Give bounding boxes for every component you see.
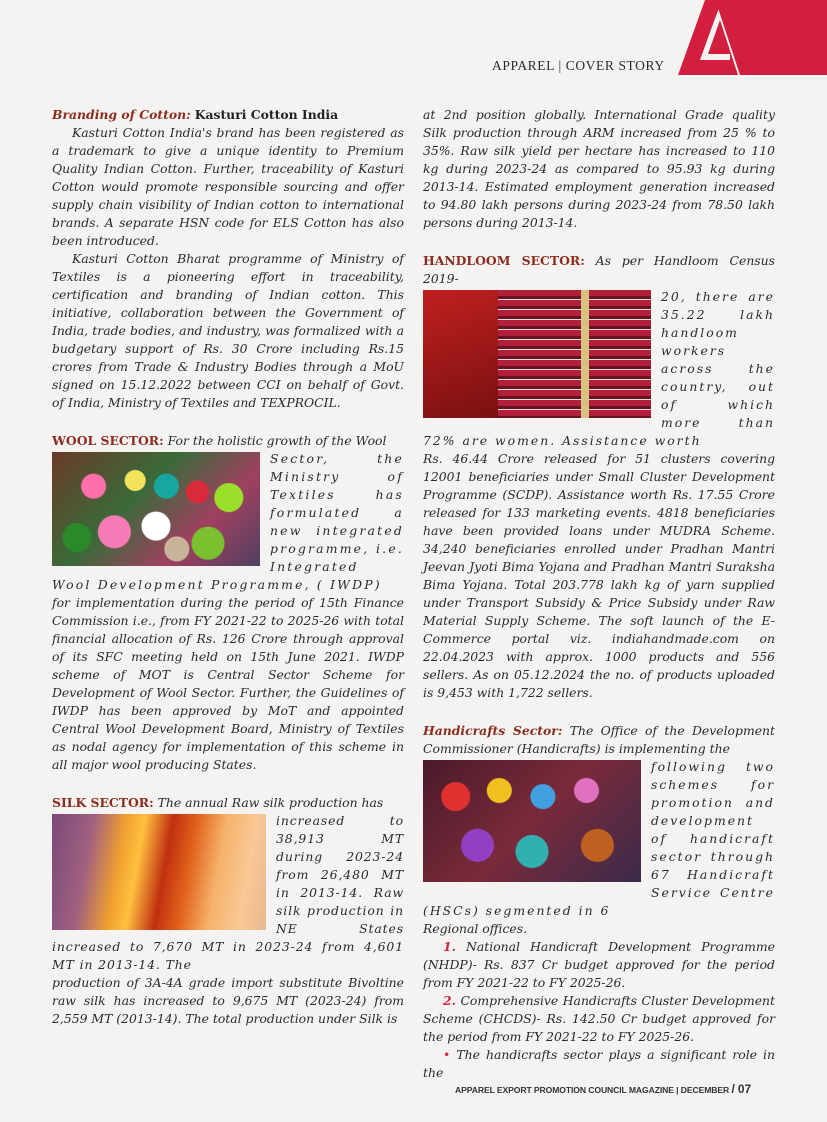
handicrafts-after: Regional offices. bbox=[423, 921, 528, 936]
silk-wrapped-text: increased to 38,913 MT during 2023-24 from 26,480 MT in 2013-14. Raw silk production in NE States increased to 7,670 MT in 2023-24 from 4,601 MT in 2013-14. The bbox=[52, 813, 404, 972]
handloom-section bbox=[423, 252, 775, 288]
scheme-text-1: National Handicraft Development Programme (NHDP)- Rs. 837 Cr budget approved for the period from FY 2021-22 to FY 2025-26. bbox=[423, 939, 775, 990]
silk-heading: SILK SECTOR: bbox=[52, 795, 154, 810]
silk-section bbox=[52, 794, 404, 812]
footer-magazine: APPAREL EXPORT PROMOTION COUNCIL MAGAZINE | DECEMBER bbox=[455, 1085, 730, 1095]
branding-title: Branding of Cotton: bbox=[52, 107, 191, 122]
scheme-number-1: 1. bbox=[443, 939, 456, 954]
left-column bbox=[52, 106, 404, 1028]
bullet-text: The handicrafts sector plays a significant role in the bbox=[423, 1047, 775, 1080]
scheme-number-2: 2. bbox=[443, 993, 456, 1008]
bullet-icon: • bbox=[443, 1047, 451, 1062]
silk-intro: The annual Raw silk production has bbox=[157, 795, 384, 810]
section-label: APPAREL | COVER STORY bbox=[492, 58, 665, 73]
silk-continued: at 2nd position globally. International Grade quality Silk production through ARM increased from 25 % to 35%. Raw silk yield per hectare has increased to 110 kg during 2023-24 as compared to 95.93 kg during 2013-14. Estimated employment generation increased to 94.80 lakh persons during 2023-24 from 78.50 lakh persons during 2013-14. bbox=[423, 107, 775, 230]
handloom-image bbox=[423, 290, 651, 418]
wool-body: for implementation during the period of 15th Finance Commission i.e., from FY 2021-22 to 2025-26 with total financial allocation of Rs. 126 Crore through approval of its SFC meeting held on 15th June 2021. IWDP scheme of MOT is Central Sector Scheme for Development of Wool Sector. Further, the Guidelines of IWDP has been approved by MoT and appointed Central Wool Development Board, Ministry of Textiles as nodal agency for implementation of this scheme in all major wool producing States. bbox=[52, 595, 404, 772]
handicrafts-wrapped-text: following two schemes for promotion and development of handicraft sector through 67 Handicraft Service Centre (HSCs) segmented in 6 bbox=[423, 759, 775, 918]
bullet-item bbox=[423, 1046, 775, 1082]
wool-intro: For the holistic growth of the Wool bbox=[167, 433, 387, 448]
scheme-text-2: Comprehensive Handicrafts Cluster Development Scheme (CHCDS)- Rs. 142.50 Cr budget approved for the period from FY 2021-22 to FY 2025-26. bbox=[423, 993, 775, 1044]
silk-body: production of 3A-4A grade import substitute Bivoltine raw silk has increased to 9,675 MT (2023-24) from 2,559 MT (2013-14). The total production under Silk is bbox=[52, 975, 404, 1026]
branding-subtitle: Kasturi Cotton India bbox=[194, 107, 339, 122]
wool-image bbox=[52, 452, 260, 566]
handloom-body: Rs. 46.44 Crore released for 51 clusters covering 12001 beneficiaries under Small Cluster Development Programme (SCDP). Assistance worth Rs. 17.55 Crore released for 133 marketing events. 4818 beneficiaries have been provided loans under MUDRA Scheme. 34,240 beneficiaries enrolled under Pradhan Mantri Jeevan Jyoti Bima Yojana and Pradhan Mantri Suraksha Bima Yojana. Total 203.778 lakh kg of yarn supplied under Transport Subsidy & Price Subsidy under Raw Material Supply Scheme. The soft launch of the E-Commerce portal viz. indiahandmade.com on 22.04.2023 with approx. 1000 products and 556 sellers. As on 05.12.2024 the no. of products uploaded is 9,453 with 1,722 sellers. bbox=[423, 451, 775, 700]
page-number: / 07 bbox=[731, 1082, 752, 1096]
handicrafts-section bbox=[423, 722, 775, 758]
handloom-heading: HANDLOOM SECTOR: bbox=[423, 253, 585, 268]
handicrafts-heading: Handicrafts Sector: bbox=[423, 723, 563, 738]
branding-paragraph-2: Kasturi Cotton Bharat programme of Ministry of Textiles is a pioneering effort in traceability, certification and branding of Indian cotton. This initiative, collaboration between the Government of India, trade bodies, and industry, was formalized with a budgetary support of Rs. 30 Crore including Rs.15 crores from Trade & Industry Bodies through a MoU signed on 15.12.2022 between CCI on behalf of Govt. of India, Ministry of Textiles and TEXPROCIL. bbox=[52, 251, 404, 410]
page-footer bbox=[455, 1082, 751, 1096]
handicrafts-image bbox=[423, 760, 641, 882]
wool-section bbox=[52, 432, 404, 450]
handloom-wrapped-text: 20, there are 35.22 lakh handloom workers across the country, out of which more than 72% are women. Assistance worth bbox=[423, 289, 775, 448]
scheme-item-1 bbox=[423, 938, 775, 992]
handloom-intro: As per Handloom Census 2019- bbox=[423, 253, 775, 286]
wool-heading: WOOL SECTOR: bbox=[52, 433, 164, 448]
silk-image bbox=[52, 814, 266, 930]
scheme-item-2 bbox=[423, 992, 775, 1046]
right-column bbox=[423, 106, 775, 1082]
branding-paragraph-1: Kasturi Cotton India's brand has been registered as a trademark to give a unique identity to Premium Quality Indian Cotton. Further, traceability of Kasturi Cotton would promote responsible sourcing and offer supply chain visibility of Indian cotton to international brands. A separate HSN code for ELS Cotton has also been introduced. bbox=[52, 125, 404, 248]
magazine-logo-a-icon bbox=[678, 0, 827, 75]
handicrafts-intro: The Office of the Development Commissioner (Handicrafts) is implementing the bbox=[423, 723, 775, 756]
wool-wrapped-text: Sector, the Ministry of Textiles has formulated a new integrated programme, i.e. Integrated Wool Development Programme, ( IWDP) bbox=[52, 451, 404, 592]
branding-heading bbox=[52, 106, 404, 124]
